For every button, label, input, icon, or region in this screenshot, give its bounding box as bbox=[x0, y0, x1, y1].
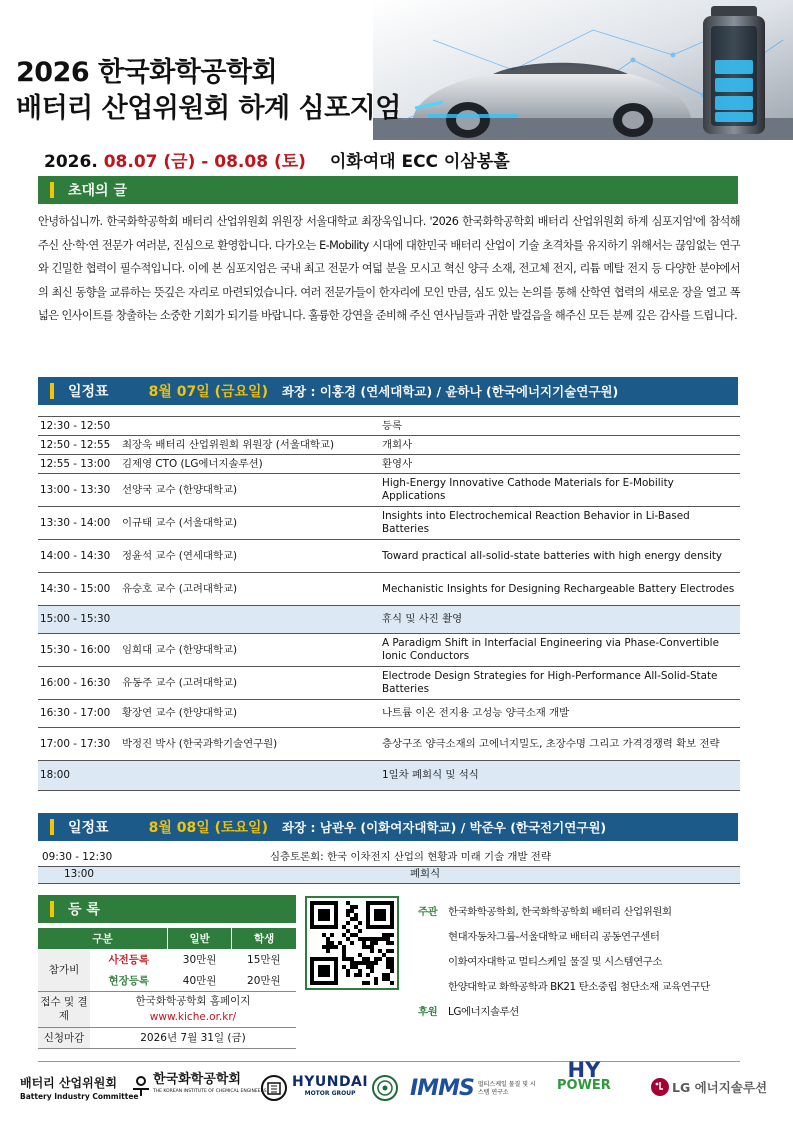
date-separator: - bbox=[201, 152, 209, 172]
event-venue: 이화여대 ECC 이삼봉홀 bbox=[329, 152, 510, 172]
row-speaker bbox=[120, 761, 380, 791]
row-time: 18:00 bbox=[38, 761, 120, 791]
day1-chair: 좌장 : 이홍경 (연세대학교) / 윤하나 (한국에너지기술연구원) bbox=[281, 384, 619, 399]
row-speaker: 김제영 CTO (LG에너지솔루션) bbox=[120, 455, 380, 474]
row-time: 15:00 - 15:30 bbox=[38, 606, 120, 634]
invitation-body: 안녕하십니까. 한국화학공학회 배터리 산업위원회 위원장 서울대학교 최장욱입니다. '2026 한국화학공학회 배터리 산업위원회 하계 심포지엄'에 참석해 주신 산·학·연 전문가 여러분, 진심으로 환영합니다. 다가오는 E-Mobility 시대에 대한민국 배터리 산업이 기술 초격차를 유지하기 위해서는 끊임없는 연구와 긴밀한 협력이 필수적입니다. 이에 본 심포지엄은 국내 최고 전문가 여덟 분을 모시고 혁신 양극 소재, 전고체 전지, 리튬 메탈 전지 등 다양한 분야에서의 최신 동향을 교류하는 뜻깊은 자리로 마련되었습니다. 여러 전문가들이 한자리에 모인 만큼, 심도 있는 논의를 통해 산학연 협력의 새로운 장을 열고 폭넓은 인사이트를 창출하는 소중한 기회가 되기를 바랍니다. 훌륭한 강연을 준비해 주신 연사님들과 귀한 발걸음을 해주신 모든 분께 깊은 감사를 드립니다. bbox=[38, 215, 740, 322]
row-speaker: 정윤석 교수 (연세대학교) bbox=[120, 540, 380, 573]
table-row bbox=[38, 949, 296, 970]
row-topic: Mechanistic Insights for Designing Rechargeable Battery Electrodes bbox=[380, 573, 740, 606]
footer-logos bbox=[0, 1058, 793, 1118]
col-student: 학생 bbox=[232, 928, 296, 949]
hyundai-sub: MOTOR GROUP bbox=[304, 1090, 356, 1097]
date-start: 08.07 (금) bbox=[103, 152, 196, 172]
row-topic: Insights into Electrochemical Reaction Behavior in Li-Based Batteries bbox=[380, 507, 740, 540]
sponsor-line bbox=[418, 1000, 710, 1025]
qr-code-icon bbox=[310, 901, 394, 985]
kiche-name: 한국화학공학회 bbox=[153, 1072, 241, 1087]
day1-heading-bar bbox=[38, 377, 738, 405]
committee-name: 배터리 산업위원회 bbox=[20, 1076, 117, 1090]
day2-date: 8월 08일 (토요일) bbox=[148, 820, 268, 836]
col-general: 일반 bbox=[167, 928, 231, 949]
date-end: 08.08 (토) bbox=[214, 152, 306, 172]
bar-accent bbox=[50, 182, 54, 198]
row-speaker bbox=[120, 417, 380, 436]
onsite-label: 현장등록 bbox=[90, 970, 167, 991]
row-topic: 폐회식 bbox=[268, 866, 740, 883]
attendee-label: 참가비 bbox=[38, 949, 90, 991]
committee-logo bbox=[20, 1076, 139, 1104]
row-speaker: 박정진 박사 (한국과학기술연구원) bbox=[120, 728, 380, 761]
row-time: 12:50 - 12:55 bbox=[38, 436, 120, 455]
row-topic: High-Energy Innovative Cathode Materials for E-Mobility Applications bbox=[380, 474, 740, 507]
title-line-2: 배터리 산업위원회 하계 심포지엄 bbox=[16, 93, 401, 124]
row-speaker: 선양국 교수 (한양대학교) bbox=[120, 474, 380, 507]
hero-banner bbox=[0, 0, 793, 140]
early-general-fee: 30만원 bbox=[182, 954, 217, 966]
day2-chair: 좌장 : 남관우 (이화여자대학교) / 박준우 (한국전기연구원) bbox=[281, 820, 607, 835]
table-row bbox=[38, 634, 740, 667]
ewha-logo bbox=[372, 1074, 398, 1102]
car-battery-illustration bbox=[373, 0, 793, 140]
kiche-logo bbox=[132, 1074, 267, 1098]
row-time: 14:30 - 15:00 bbox=[38, 573, 120, 606]
hyundai-name: HYUNDAI bbox=[292, 1074, 369, 1090]
committee-name-en: Battery Industry Committee bbox=[20, 1092, 139, 1101]
table-row bbox=[38, 455, 740, 474]
table-row bbox=[38, 507, 740, 540]
table-row bbox=[38, 540, 740, 573]
bar-accent bbox=[50, 383, 54, 399]
invitation-heading-bar bbox=[38, 176, 738, 204]
table-row bbox=[38, 761, 740, 791]
host-item: 한국화학공학회, 한국화학공학회 배터리 산업위원회 bbox=[448, 906, 672, 918]
row-topic: 환영사 bbox=[380, 455, 740, 474]
day1-schedule-table bbox=[38, 416, 740, 791]
snu-logo bbox=[261, 1074, 287, 1102]
row-speaker: 최장욱 배터리 산업위원회 위원장 (서울대학교) bbox=[120, 436, 380, 455]
page-title bbox=[16, 55, 401, 127]
row-speaker: 황장연 교수 (한양대학교) bbox=[120, 700, 380, 728]
table-row bbox=[38, 991, 296, 1027]
row-topic: A Paradigm Shift in Interfacial Engineering via Phase-Convertible Ionic Conductors bbox=[380, 634, 740, 667]
early-student-fee: 15만원 bbox=[247, 954, 281, 966]
row-topic: 1일차 폐회식 및 석식 bbox=[380, 761, 740, 791]
table-row bbox=[38, 417, 740, 436]
organizers bbox=[418, 900, 710, 1025]
lg-face-icon bbox=[651, 1078, 669, 1096]
bar-accent bbox=[50, 901, 54, 917]
row-time: 13:00 - 13:30 bbox=[38, 474, 120, 507]
row-time: 16:30 - 17:00 bbox=[38, 700, 120, 728]
row-topic: 심층토론회: 한국 이차전지 산업의 현황과 미래 기술 개발 전략 bbox=[268, 849, 740, 866]
table-row bbox=[38, 728, 740, 761]
table-row bbox=[38, 849, 740, 866]
registration-heading: 등 록 bbox=[68, 902, 100, 918]
registration-heading-bar bbox=[38, 895, 296, 923]
row-topic: 개회사 bbox=[380, 436, 740, 455]
row-time: 12:55 - 13:00 bbox=[38, 455, 120, 474]
title-line-1: 2026 한국화학공학회 bbox=[16, 57, 278, 88]
row-time: 13:30 - 14:00 bbox=[38, 507, 120, 540]
table-row bbox=[38, 573, 740, 606]
day2-heading: 일정표 bbox=[68, 820, 109, 836]
imms-sub: 멀티스케일 물질 및 시스템 연구소 bbox=[477, 1080, 536, 1096]
row-time: 14:00 - 14:30 bbox=[38, 540, 120, 573]
invitation-heading: 초대의 글 bbox=[68, 183, 127, 199]
table-row bbox=[38, 606, 740, 634]
hy-power-bottom: POWER bbox=[557, 1078, 611, 1093]
table-row bbox=[38, 436, 740, 455]
host-label: 주관 bbox=[418, 906, 438, 918]
kiche-icon bbox=[132, 1075, 150, 1097]
event-dateline bbox=[44, 147, 510, 172]
row-topic: 휴식 및 사진 촬영 bbox=[380, 606, 740, 634]
date-year: 2026. bbox=[44, 152, 98, 172]
row-time: 13:00 bbox=[38, 866, 268, 883]
row-topic: 나트륨 이온 전지용 고성능 양극소재 개발 bbox=[380, 700, 740, 728]
bar-accent bbox=[50, 819, 54, 835]
col-type: 구분 bbox=[38, 928, 167, 949]
host-item: 한양대학교 화학공학과 BK21 탄소중립 첨단소재 교육연구단 bbox=[448, 981, 710, 993]
row-speaker: 유승호 교수 (고려대학교) bbox=[120, 573, 380, 606]
payment-url-link[interactable]: www.kiche.or.kr/ bbox=[149, 1011, 237, 1023]
footer-divider bbox=[38, 1061, 740, 1062]
table-row bbox=[38, 1027, 296, 1048]
imms-logo bbox=[410, 1076, 540, 1101]
row-time: 16:00 - 16:30 bbox=[38, 667, 120, 700]
ewha-emblem-icon bbox=[372, 1074, 398, 1102]
row-topic: 층상구조 양극소재의 고에너지밀도, 초장수명 그리고 가격경쟁력 확보 전략 bbox=[380, 728, 740, 761]
hy-power-logo bbox=[557, 1058, 611, 1094]
row-time: 17:00 - 17:30 bbox=[38, 728, 120, 761]
deadline-value: 2026년 7월 31일 (금) bbox=[90, 1027, 296, 1048]
table-row bbox=[38, 866, 740, 883]
row-time: 09:30 - 12:30 bbox=[38, 849, 268, 866]
lg-name: LG 에너지솔루션 bbox=[672, 1080, 768, 1095]
registration-table bbox=[38, 928, 296, 1049]
row-time: 15:30 - 16:00 bbox=[38, 634, 120, 667]
row-time: 12:30 - 12:50 bbox=[38, 417, 120, 436]
day1-date: 8월 07일 (금요일) bbox=[148, 384, 268, 400]
day2-heading-bar bbox=[38, 813, 738, 841]
sponsor-item: LG에너지솔루션 bbox=[448, 1006, 519, 1018]
kiche-name-en: THE KOREAN INSTITUTE OF CHEMICAL ENGINEERS bbox=[153, 1089, 267, 1094]
row-speaker: 유동주 교수 (고려대학교) bbox=[120, 667, 380, 700]
row-speaker bbox=[120, 606, 380, 634]
row-speaker: 이규태 교수 (서울대학교) bbox=[120, 507, 380, 540]
host-item: 이화여자대학교 멀티스케일 물질 및 시스템연구소 bbox=[448, 956, 662, 968]
deadline-label: 신청마감 bbox=[38, 1027, 90, 1048]
lg-logo bbox=[651, 1078, 767, 1096]
row-topic: Toward practical all-solid-state batteries with high energy density bbox=[380, 540, 740, 573]
row-speaker: 임희대 교수 (한양대학교) bbox=[120, 634, 380, 667]
hyundai-logo bbox=[292, 1076, 368, 1100]
day2-schedule-table bbox=[38, 849, 740, 884]
sponsor-label: 후원 bbox=[418, 1006, 438, 1018]
row-topic: 등록 bbox=[380, 417, 740, 436]
row-topic: Electrode Design Strategies for High-Performance All-Solid-State Batteries bbox=[380, 667, 740, 700]
qr-code[interactable] bbox=[305, 896, 399, 990]
onsite-student-fee: 20만원 bbox=[232, 970, 296, 991]
imms-name: IMMS bbox=[410, 1076, 474, 1101]
day1-heading: 일정표 bbox=[68, 384, 109, 400]
payment-value bbox=[90, 991, 296, 1027]
table-row bbox=[38, 700, 740, 728]
host-line bbox=[418, 900, 710, 925]
table-row bbox=[38, 667, 740, 700]
onsite-general-fee: 40만원 bbox=[167, 970, 231, 991]
snu-emblem-icon bbox=[261, 1074, 287, 1102]
host-item: 현대자동차그룹-서울대학교 배터리 공동연구센터 bbox=[448, 931, 660, 943]
payment-label: 접수 및 결제 bbox=[38, 991, 90, 1027]
table-header-row bbox=[38, 928, 296, 949]
payment-method: 한국화학공학회 홈페이지 bbox=[135, 995, 251, 1007]
early-label: 사전등록 bbox=[108, 954, 150, 966]
hy-power-top: HY bbox=[567, 1058, 601, 1082]
table-row bbox=[38, 474, 740, 507]
